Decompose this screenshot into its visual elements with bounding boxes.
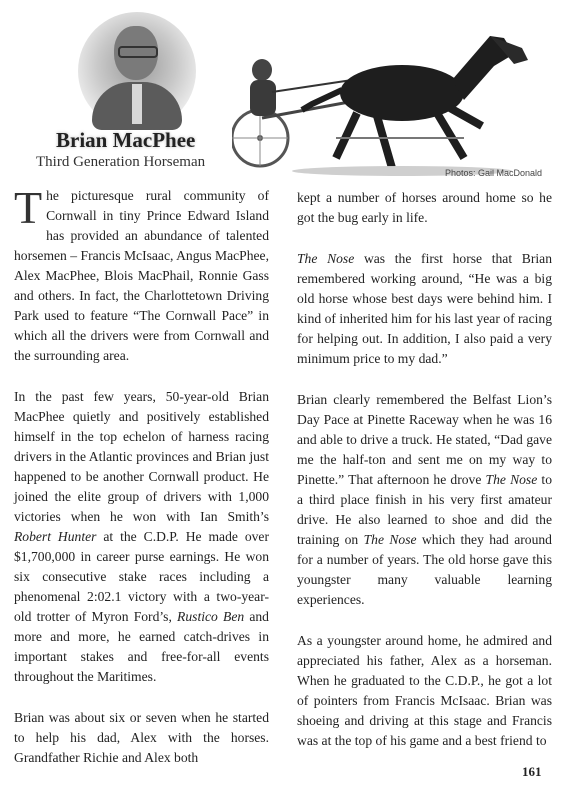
drop-cap: T — [14, 182, 43, 233]
paragraph — [297, 188, 552, 228]
left-column — [14, 182, 269, 789]
article-title-block — [36, 128, 205, 171]
paragraph-text: which they had around for a number of years. The old horse gave this youngster many valuable learning experiences. — [297, 532, 552, 607]
paragraph-text: Brian was about six or seven when he started to help his dad, Alex with the horses. Grandfather Richie and Alex both — [14, 710, 269, 765]
paragraph — [14, 182, 269, 366]
horse-name: The Nose — [485, 472, 538, 487]
right-column — [297, 188, 552, 772]
article-subtitle: Third Generation Horseman — [36, 154, 206, 170]
paragraph — [297, 631, 552, 751]
horse-name: The Nose — [363, 532, 417, 547]
page-number: 161 — [522, 764, 542, 779]
paragraph-text: and more and more, he earned catch-drives in important stakes and free-for-all events throughout the Maritimes. — [14, 609, 269, 684]
horse-name: The Nose — [297, 251, 355, 266]
paragraph-text: As a youngster around home, he admired and appreciated his father, Alex as a horseman. When he graduated to the C.D.P., he got a lot of pointers from Francis McIsaac. Brian was shoeing and driving at this stage and Francis was at the top of his game and a best friend to — [297, 633, 552, 748]
horse-name: Rustico Ben — [177, 609, 245, 624]
paragraph — [297, 249, 552, 369]
portrait-tie — [132, 84, 142, 124]
paragraph-text: at the C.D.P. He made over $1,700,000 in career purse earnings. He won six consecutive stake races including a phenomenal 2:02.1 victory with a two-year-old trotter of Myron Ford’s, — [14, 529, 269, 624]
portrait-glasses — [118, 46, 158, 58]
paragraph-text: to a third place finish in his very first amateur drive. He also learned to shoe and did the training on — [297, 472, 552, 547]
harness-racing-photo — [232, 8, 532, 178]
paragraph — [14, 708, 269, 768]
portrait-photo — [78, 12, 196, 130]
paragraph-text: he picturesque rural community of Cornwall in tiny Prince Edward Island has provided an abundance of talented horsemen – Francis McIsaac, Angus MacPhee, Alex MacPhee, Blois MacPhail, Ronnie Gass and others. In fact, the Charlottetown Driving Park used to feature “The Cornwall Pace” in which all the drivers were from Cornwall and the surrounding area. — [14, 188, 269, 363]
paragraph-text: In the past few years, 50-year-old Brian MacPhee quietly and positively established himself in the top echelon of harness racing drivers in the Atlantic provinces and Brian just happened to be another Cornwall product. He joined the elite group of drivers with 1,000 victories when he won with Ian Smith’s — [14, 389, 269, 524]
horse-name: Robert Hunter — [14, 529, 97, 544]
paragraph-text: kept a number of horses around home so he got the bug early in life. — [297, 190, 552, 225]
paragraph-text: was the first horse that Brian remembered working around, “He was a big old horse whose best days were behind him. I kind of inherited him for his last year of racing for helping out. In addition, I also paid a very minimum price to my dad.” — [297, 251, 552, 366]
paragraph — [14, 387, 269, 687]
paragraph — [297, 390, 552, 610]
photo-credit: Photos: Gail MacDonald — [445, 168, 543, 178]
article-title: Brian MacPhee — [56, 128, 196, 152]
paragraph-text: Brian clearly remembered the Belfast Lion’s Day Pace at Pinette Raceway when he was 16 and able to drive a truck. He stated, “Dad gave me the half-ton and sent me on my way to Pinette.” That afternoon he drove — [297, 392, 552, 487]
